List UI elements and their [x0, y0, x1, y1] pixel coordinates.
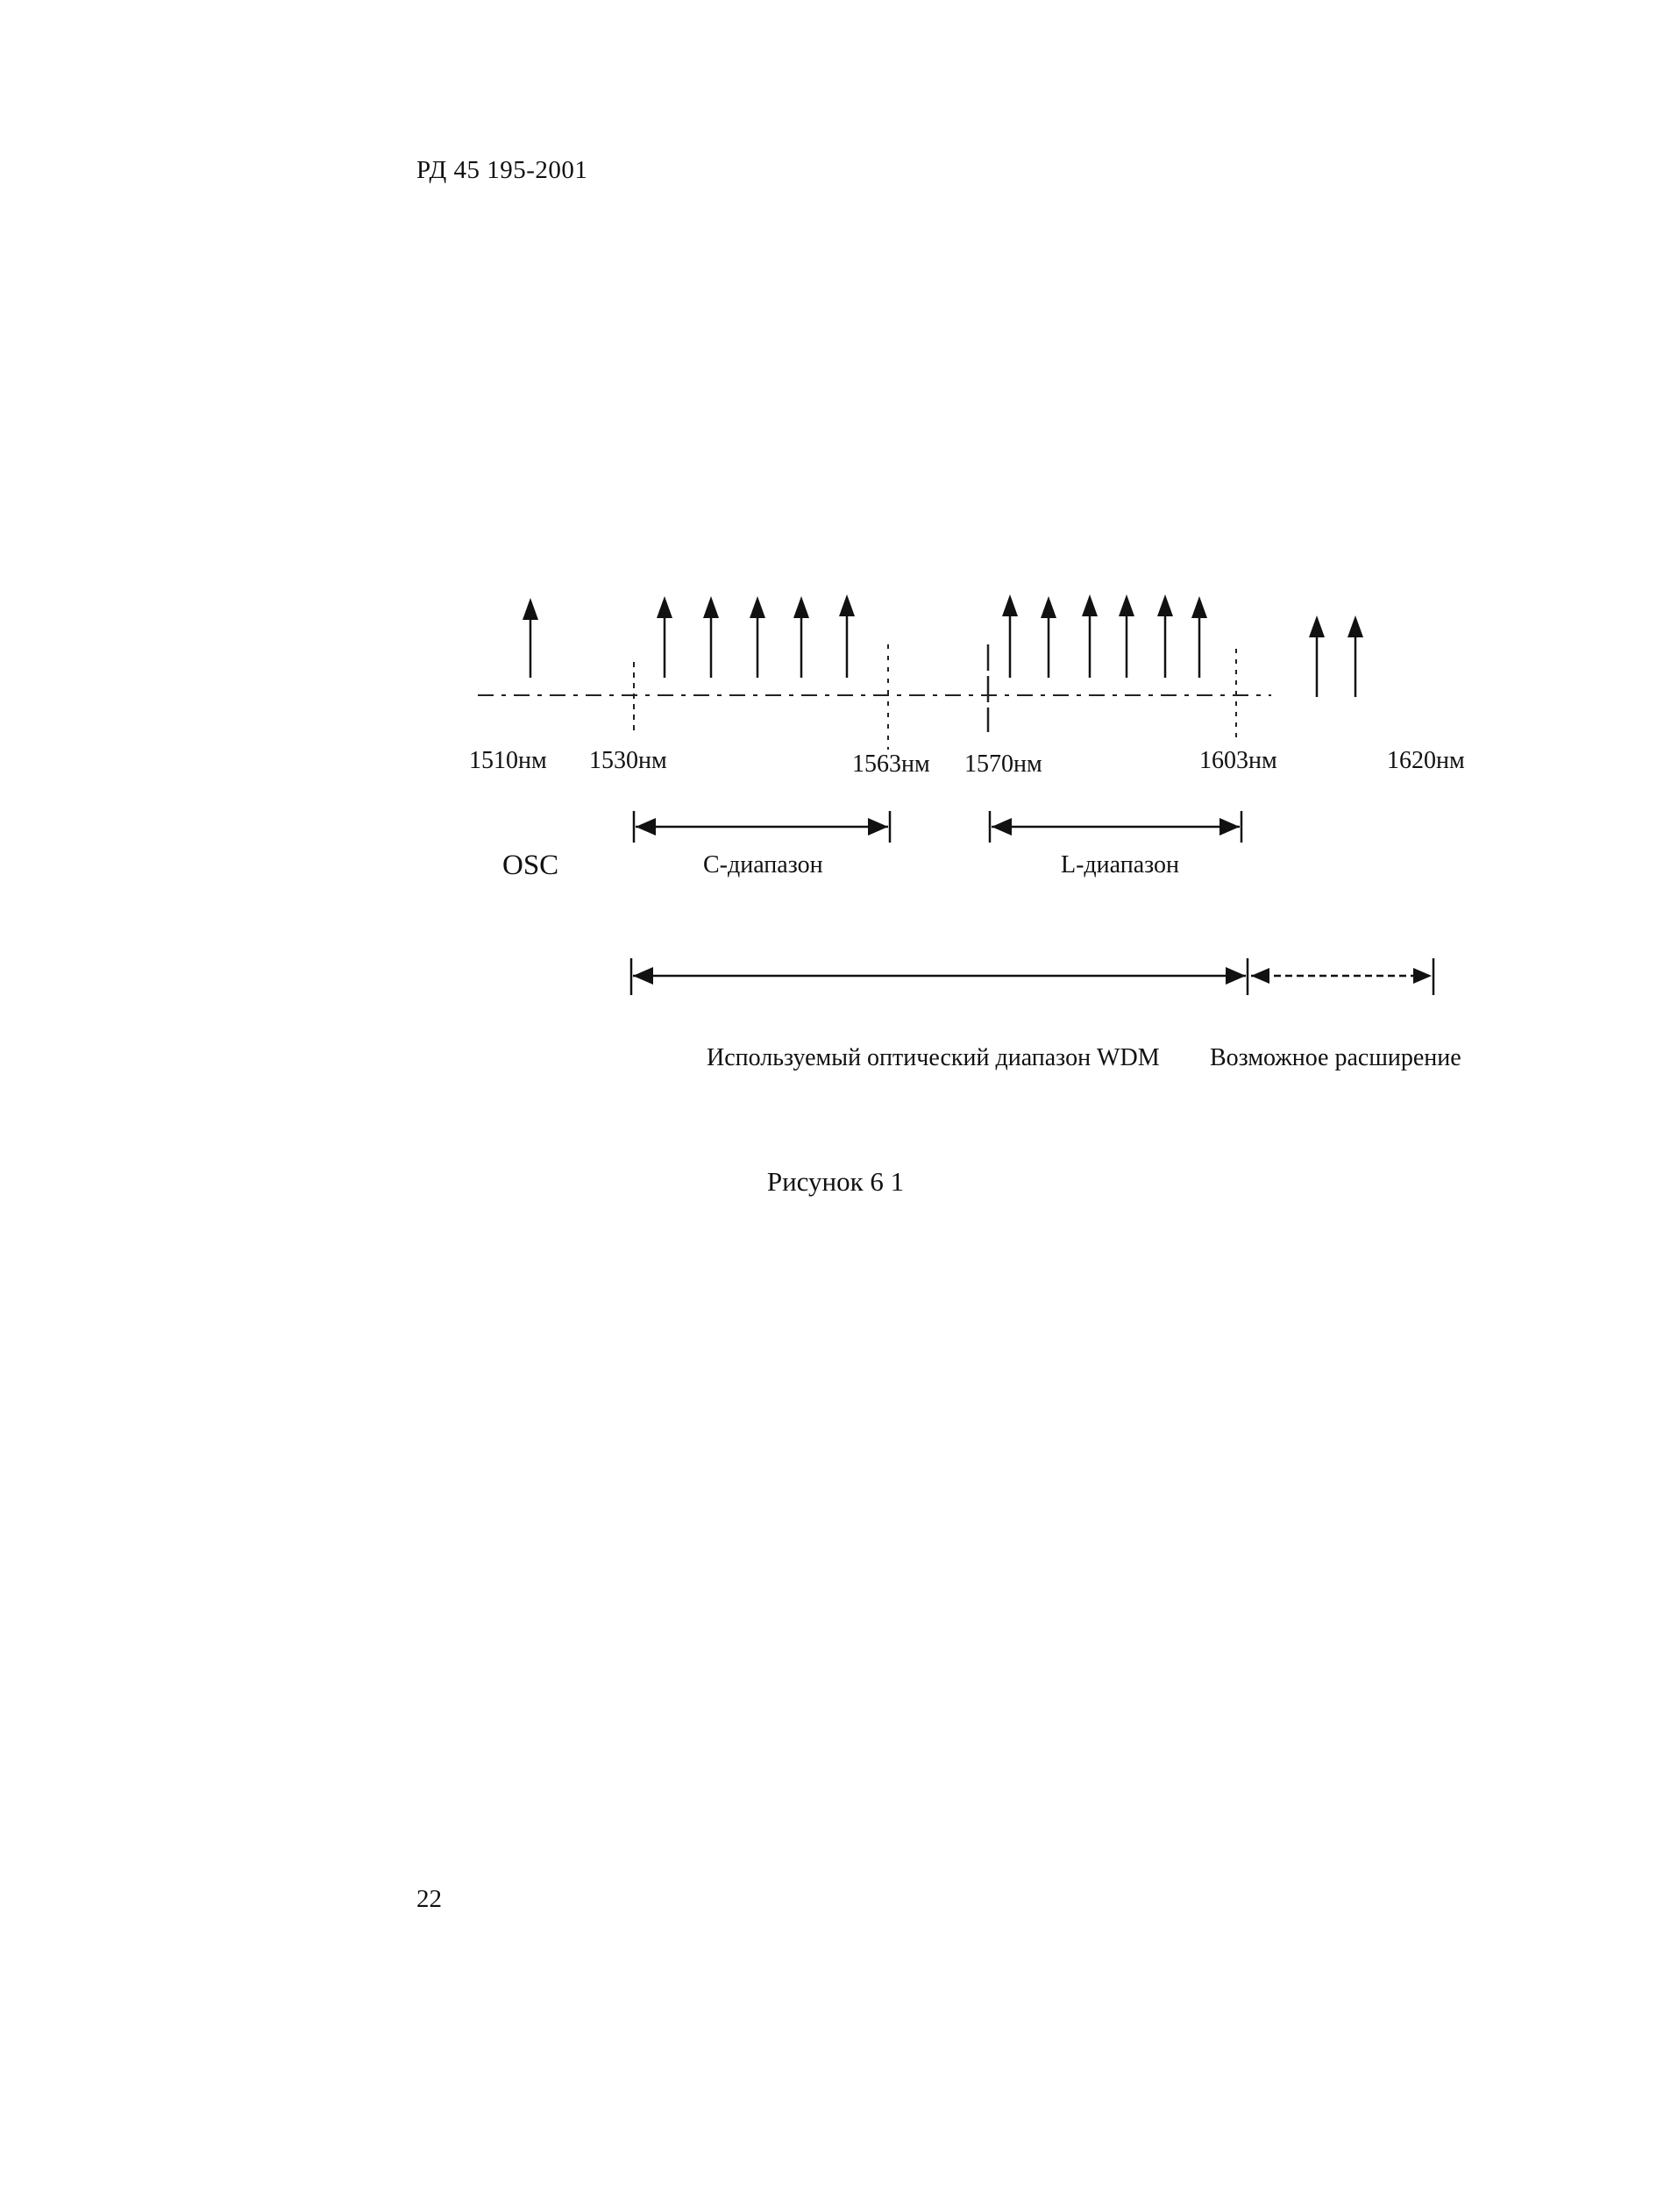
channel-arrow — [1157, 594, 1173, 678]
channel-arrow — [1347, 615, 1363, 697]
c-band-channel-arrows — [657, 594, 855, 678]
channel-arrow — [750, 596, 765, 678]
wavelength-label-1510: 1510нм — [469, 747, 547, 774]
c-band-label: С-диапазон — [703, 851, 823, 878]
osc-channel-arrow — [523, 598, 538, 678]
document-code: РД 45 195-2001 — [416, 156, 588, 184]
osc-label: OSC — [502, 850, 559, 881]
wavelength-label-1563: 1563нм — [852, 750, 930, 778]
page-number: 22 — [416, 1885, 442, 1913]
wavelength-label-1603: 1603нм — [1199, 747, 1277, 774]
channel-arrow — [1191, 596, 1207, 678]
wavelength-label-1620: 1620нм — [1387, 747, 1465, 774]
channel-arrow — [703, 596, 719, 678]
extension-span-arrow — [1251, 958, 1433, 995]
extension-channel-arrows — [1309, 615, 1363, 697]
channel-arrow — [793, 596, 809, 678]
wavelength-label-1530: 1530нм — [589, 747, 667, 774]
channel-arrow — [1309, 615, 1325, 697]
l-band-label: L-диапазон — [1061, 851, 1180, 878]
figure-caption: Рисунок 6 1 — [766, 1166, 905, 1197]
wdm-range-span-arrow — [631, 958, 1248, 995]
l-band-span-arrow — [990, 811, 1241, 843]
channel-arrow — [839, 594, 855, 678]
wdm-range-label: Используемый оптический диапазон WDM — [707, 1044, 1160, 1071]
c-band-span-arrow — [634, 811, 890, 843]
channel-arrow — [1041, 596, 1056, 678]
l-band-channel-arrows — [1002, 594, 1207, 678]
channel-arrow — [1002, 594, 1018, 678]
channel-arrow — [1082, 594, 1098, 678]
channel-arrow — [657, 596, 672, 678]
wavelength-label-1570: 1570нм — [964, 750, 1042, 778]
extension-label: Возможное расширение — [1210, 1044, 1461, 1071]
channel-arrow — [1119, 594, 1134, 678]
